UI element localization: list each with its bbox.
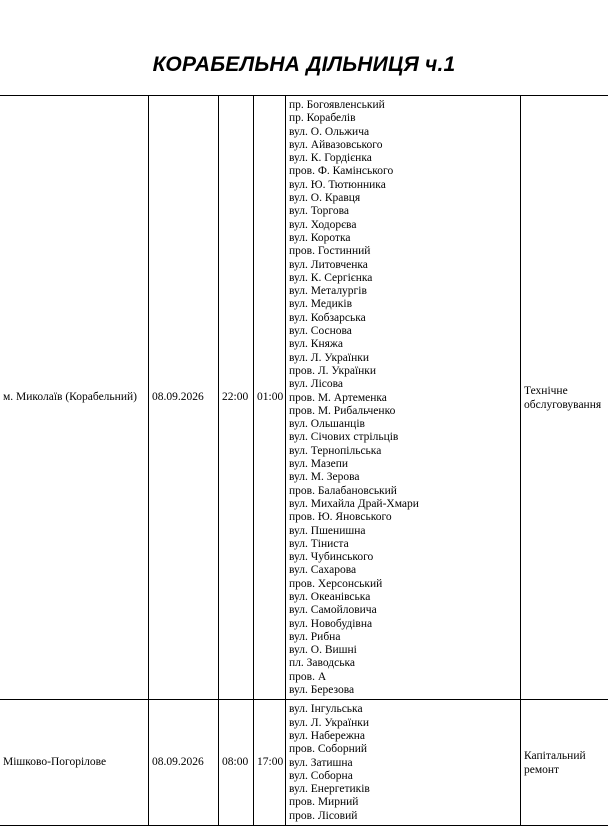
street-item: вул. Затишна bbox=[289, 756, 353, 769]
street-item: вул. К. Сергієнка bbox=[289, 271, 373, 284]
street-item: пр. Корабелів bbox=[289, 112, 356, 125]
locality-cell: м. Миколаїв (Корабельний) bbox=[0, 96, 149, 700]
street-item: вул. Ходорєва bbox=[289, 218, 357, 231]
street-item: пров. Гостинний bbox=[289, 245, 371, 258]
street-item: вул. Березова bbox=[289, 684, 355, 697]
street-item: вул. О. Кравця bbox=[289, 192, 361, 205]
street-item: пров. М. Артеменка bbox=[289, 391, 387, 404]
street-item: вул. Соборна bbox=[289, 769, 353, 782]
table-row bbox=[0, 96, 608, 700]
street-item: вул. Чубинського bbox=[289, 551, 374, 564]
street-item: вул. Енергетиків bbox=[289, 783, 370, 796]
street-item: вул. К. Гордієнка bbox=[289, 152, 372, 165]
street-item: пров. Ф. Камінського bbox=[289, 165, 394, 178]
street-item: вул. М. Зерова bbox=[289, 471, 360, 484]
end-time-cell: 01:00 bbox=[254, 96, 286, 700]
start-time-cell: 22:00 bbox=[219, 96, 254, 700]
street-item: вул. Литовченка bbox=[289, 258, 368, 271]
street-item: вул. Січових стрільців bbox=[289, 431, 399, 444]
street-item: вул. Кобзарська bbox=[289, 311, 366, 324]
start-time-cell: 08:00 bbox=[219, 700, 254, 826]
street-item: вул. Медиків bbox=[289, 298, 353, 311]
street-item: вул. Л. Українки bbox=[289, 716, 369, 729]
street-item: вул. Княжа bbox=[289, 338, 343, 351]
street-item: пр. Богоявленський bbox=[289, 99, 385, 111]
locality-cell: Мішково-Погорілове bbox=[0, 700, 149, 826]
street-item: вул. О. Ольжича bbox=[289, 125, 370, 138]
street-item: вул. Айвазовського bbox=[289, 138, 383, 151]
street-item: пров. М. Рибальченко bbox=[289, 404, 396, 417]
street-item: пров. Балабановський bbox=[289, 484, 397, 497]
date-cell: 08.09.2026 bbox=[149, 96, 219, 700]
street-item: вул. Океанівська bbox=[289, 590, 371, 603]
street-item: вул. Коротка bbox=[289, 231, 351, 244]
work-type-cell: Капітальний ремонт bbox=[521, 700, 608, 826]
street-item: вул. Самойловича bbox=[289, 604, 377, 617]
street-item: пров. А bbox=[289, 670, 327, 683]
street-item: вул. Сахарова bbox=[289, 564, 357, 577]
street-item: пров. Ю. Яновського bbox=[289, 511, 392, 524]
street-item: вул. Набережна bbox=[289, 729, 366, 742]
street-item: вул. Рибна bbox=[289, 630, 341, 643]
page-title: КОРАБЕЛЬНА ДІЛЬНИЦЯ ч.1 bbox=[152, 53, 456, 76]
street-item: вул. Торгова bbox=[289, 205, 349, 218]
street-item: пров. Соборний bbox=[289, 743, 368, 756]
street-item: вул. Тіниста bbox=[289, 537, 349, 550]
street-item: пл. Заводська bbox=[289, 657, 355, 670]
street-item: вул. Пшенишна bbox=[289, 524, 366, 537]
street-item: пров. Херсонський bbox=[289, 577, 383, 590]
street-item: пров. Лісовий bbox=[289, 809, 358, 822]
street-item: вул. Тернопільська bbox=[289, 444, 382, 457]
street-item: вул. Л. Українки bbox=[289, 351, 369, 364]
street-item: вул. Інгульська bbox=[289, 703, 363, 716]
work-type-cell: Технічне обслуговування bbox=[521, 96, 608, 700]
street-item: вул. Михайла Драй-Хмари bbox=[289, 497, 419, 510]
street-item: вул. Мазепи bbox=[289, 458, 349, 471]
street-item: вул. О. Вишні bbox=[289, 644, 357, 657]
streets-cell bbox=[286, 700, 521, 826]
street-item: вул. Новобудівна bbox=[289, 617, 373, 630]
street-item: пров. Мирний bbox=[289, 796, 359, 809]
date-cell: 08.09.2026 bbox=[149, 700, 219, 826]
street-item: вул. Ольшанців bbox=[289, 418, 365, 431]
street-item: вул. Соснова bbox=[289, 325, 352, 338]
street-item: пров. Л. Українки bbox=[289, 364, 377, 377]
table-row bbox=[0, 700, 608, 826]
street-item: вул. Ю. Тютюнника bbox=[289, 178, 386, 191]
street-item: вул. Лісова bbox=[289, 378, 344, 391]
street-item: вул. Металургів bbox=[289, 285, 367, 298]
end-time-cell: 17:00 bbox=[254, 700, 286, 826]
streets-cell bbox=[286, 96, 521, 700]
outage-schedule-table bbox=[0, 95, 608, 826]
